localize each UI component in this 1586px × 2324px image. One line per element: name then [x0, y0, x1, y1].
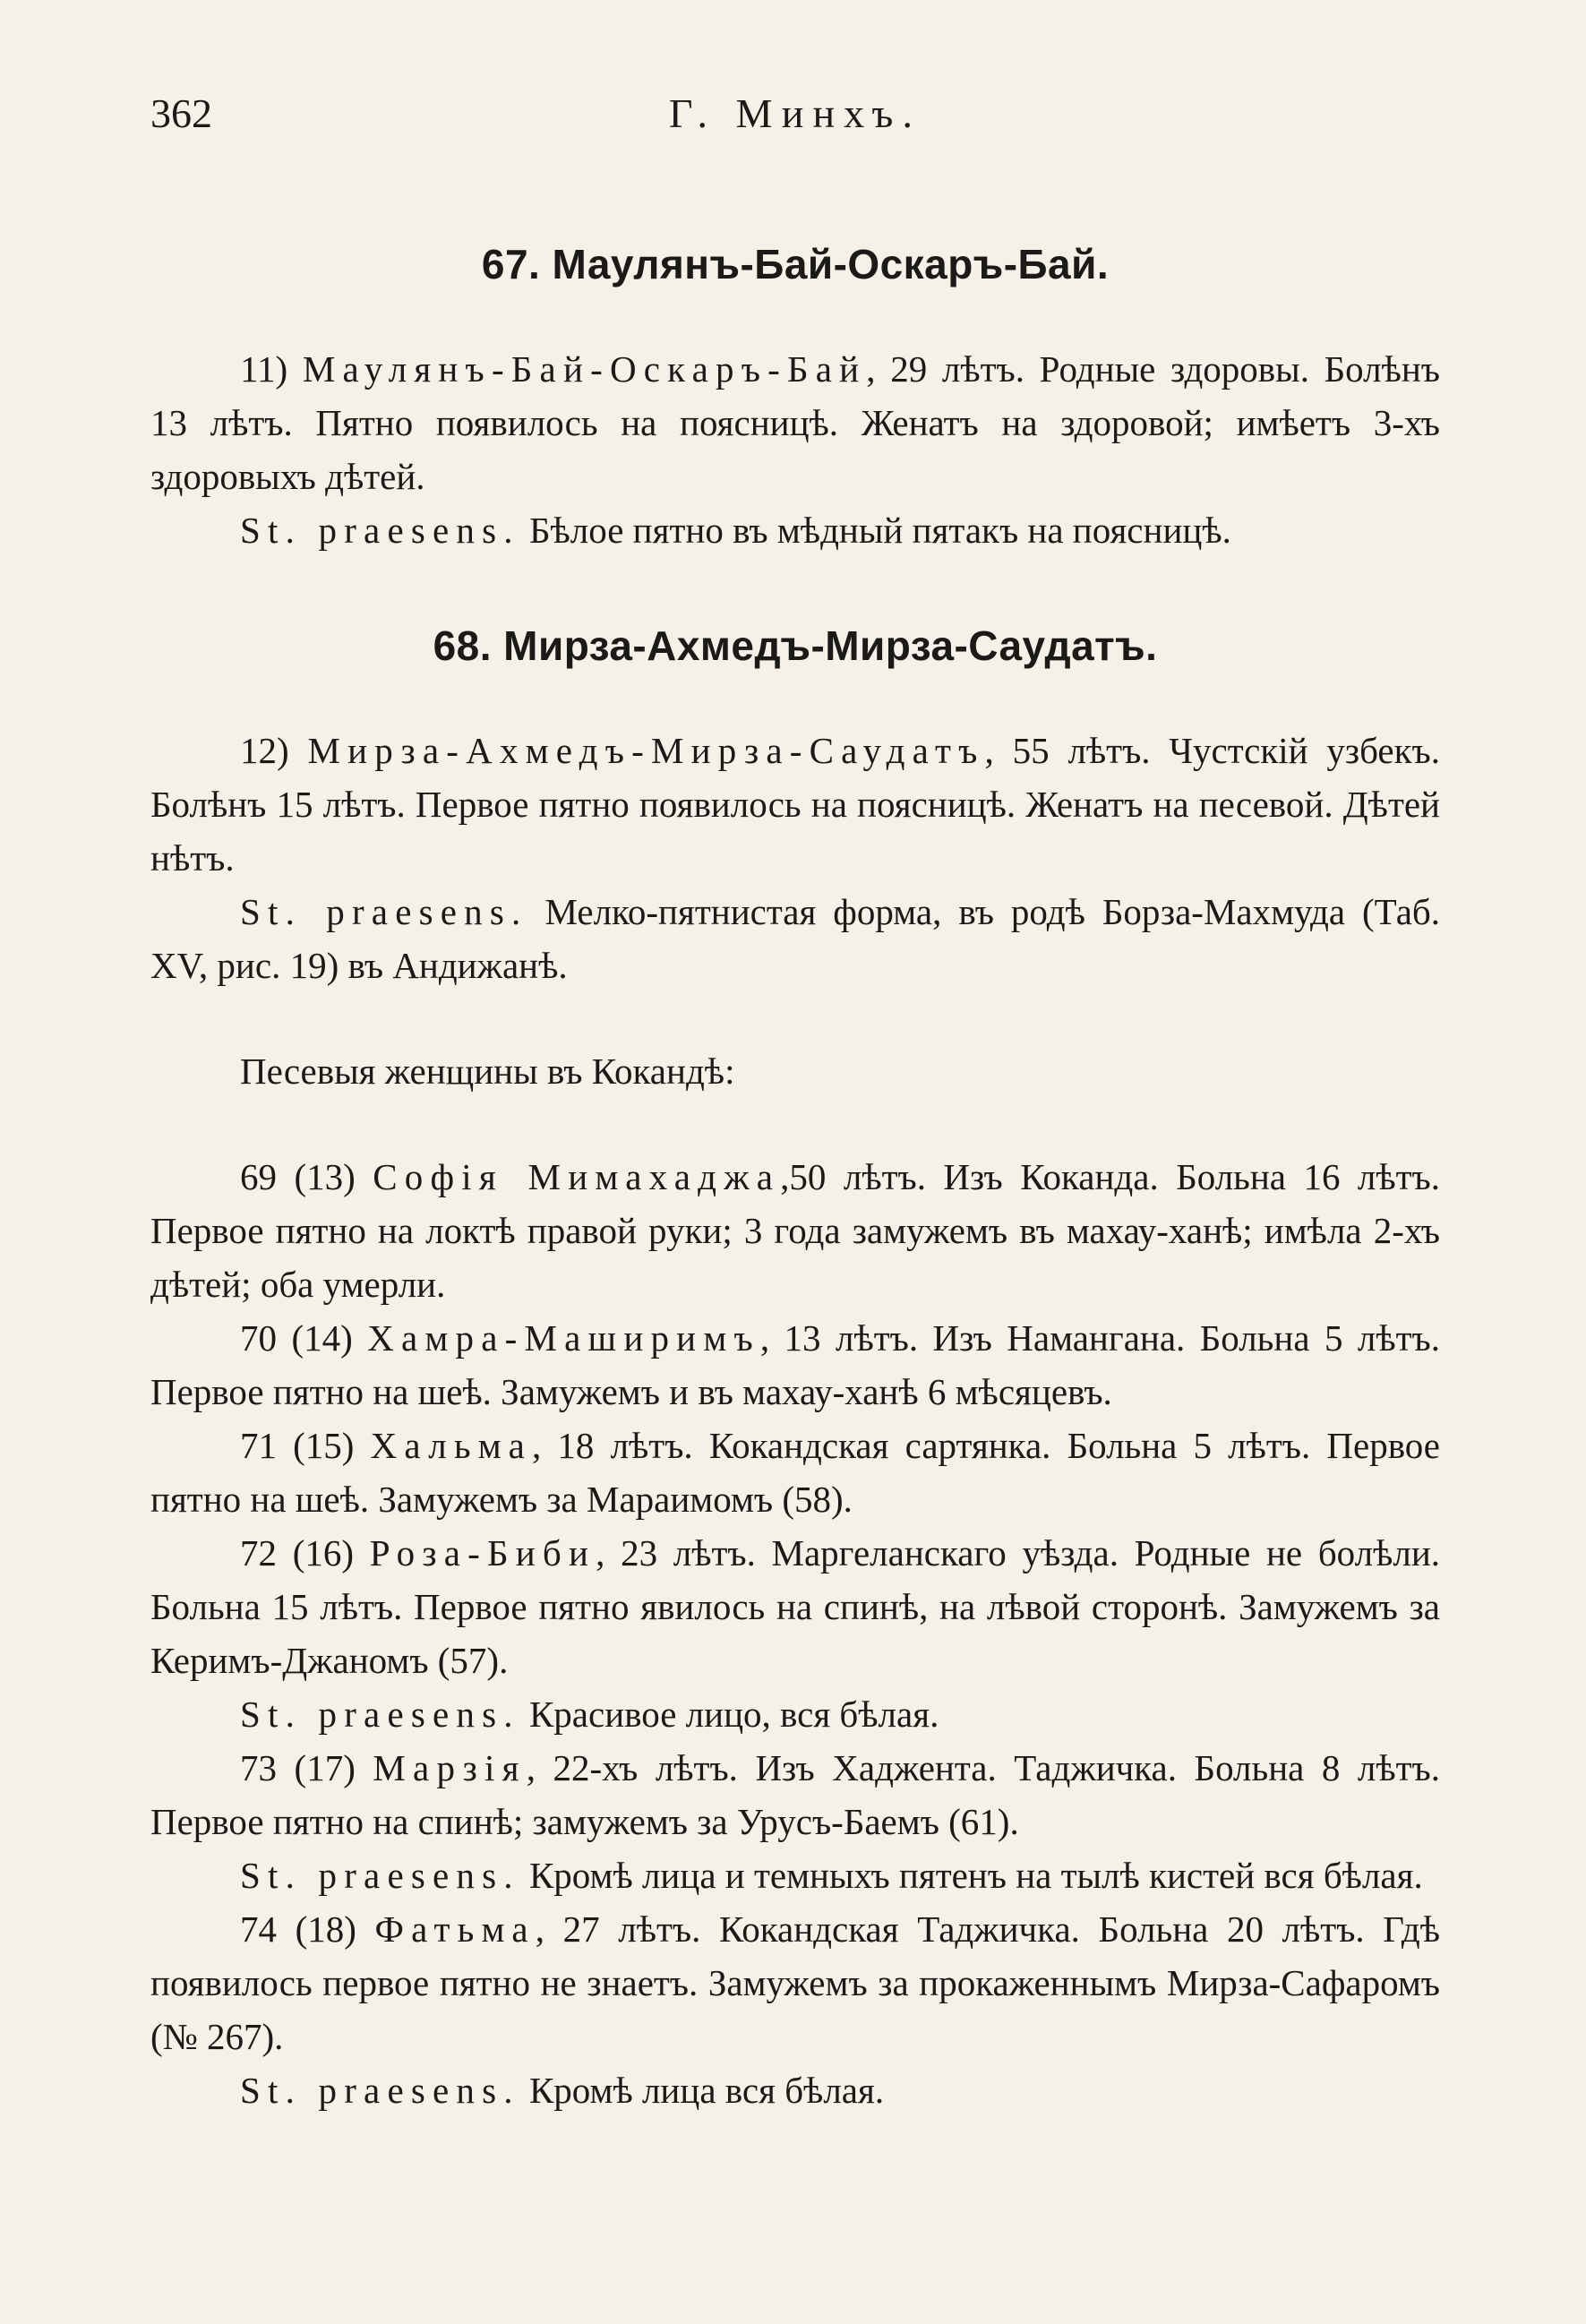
patient-name: Маулянъ-Бай-Оскаръ-Бай	[302, 348, 867, 390]
status-text: Бѣлое пятно въ мѣдный пятакъ на поясницѣ.	[519, 510, 1231, 551]
case-number: 11)	[240, 348, 288, 390]
women-heading: Песевыя женщины въ Кокандѣ:	[240, 1051, 735, 1092]
case-paragraph-74	[150, 1902, 1440, 2063]
status-text: Красивое лицо, вся бѣлая.	[519, 1694, 939, 1735]
page-number: 362	[150, 90, 212, 136]
case-paragraph-72	[150, 1526, 1440, 1687]
case-text: , 29 лѣтъ. Родные здоровы. Болѣнъ 13 лѣтъ. Пятно появилось на поясницѣ. Женатъ на здоровой; имѣетъ 3-хъ здоровыхъ дѣтей.	[150, 348, 1441, 497]
case-text: , 18 лѣтъ. Кокандская сартянка. Больна 5 лѣтъ. Первое пятно на шеѣ. Замужемъ за Мараимомъ (58).	[150, 1425, 1441, 1520]
running-title: Г. Минхъ.	[668, 90, 922, 136]
case-paragraph-12	[150, 724, 1440, 885]
status-label: St. praesens.	[240, 1855, 520, 1896]
case-number: 12)	[240, 730, 289, 771]
status-label: St. praesens.	[240, 2070, 520, 2111]
section-heading-68: 68. Мирза-Ахмедъ-Мирза-Саудатъ.	[433, 622, 1158, 669]
status-text: Кромѣ лица и темныхъ пятенъ на тылѣ кистей вся бѣлая.	[519, 1855, 1423, 1896]
case-text: ,50 лѣтъ. Изъ Коканда. Больна 16 лѣтъ. Первое пятно на локтѣ правой руки; 3 года замужемъ въ махау-ханѣ; имѣла 2-хъ дѣтей; оба умерли.	[150, 1156, 1441, 1305]
status-paragraph-74	[150, 2063, 1440, 2117]
patient-name: Хамра-Маширимъ	[367, 1317, 760, 1359]
status-paragraph-11	[150, 503, 1440, 557]
status-label: St. praesens.	[240, 1694, 520, 1735]
case-text: , 27 лѣтъ. Кокандская Таджичка. Больна 20 лѣтъ. Гдѣ появилось первое пятно не знаетъ. Замужемъ за прокаженнымъ Мирза-Сафаромъ (№ 267).	[150, 1908, 1440, 2057]
case-number: 70 (14)	[240, 1317, 353, 1359]
case-number: 72 (16)	[240, 1532, 354, 1574]
case-number: 74 (18)	[240, 1908, 356, 1950]
patient-name: Роза-Биби	[369, 1532, 596, 1574]
status-paragraph-12	[150, 885, 1440, 992]
status-text: Мелко-пятнистая форма, въ родѣ Борза-Махмуда (Таб. XV, рис. 19) въ Андижанѣ.	[150, 891, 1441, 986]
case-text: , 55 лѣтъ. Чустскій узбекъ. Болѣнъ 15 лѣтъ. Первое пятно появилось на поясницѣ. Женатъ на песевой. Дѣтей нѣтъ.	[150, 730, 1441, 879]
status-text: Кромѣ лица вся бѣлая.	[519, 2070, 885, 2111]
patient-name: Софія Мимахаджа	[373, 1156, 781, 1197]
case-text: , 23 лѣтъ. Маргеланскаго уѣзда. Родные не болѣли. Больна 15 лѣтъ. Первое пятно явилось на спинѣ, на лѣвой сторонѣ. Замужемъ за Керимъ-Джаномъ (57).	[150, 1532, 1441, 1681]
status-paragraph-73	[150, 1848, 1440, 1902]
status-label: St. praesens.	[240, 510, 520, 551]
patient-name: Марзія	[373, 1747, 527, 1788]
running-head	[150, 90, 1440, 161]
status-paragraph-72	[150, 1687, 1440, 1741]
patient-name: Хальма	[370, 1425, 533, 1466]
status-label: St. praesens.	[240, 891, 528, 932]
case-paragraph-70	[150, 1311, 1440, 1419]
case-paragraph-69	[150, 1150, 1440, 1311]
case-number: 71 (15)	[240, 1425, 355, 1466]
page	[150, 90, 1440, 2117]
patient-name: Фатьма	[374, 1908, 536, 1950]
patient-name: Мирза-Ахмедъ-Мирза-Саудатъ	[307, 730, 985, 771]
section-heading-67: 67. Маулянъ-Бай-Оскаръ-Бай.	[481, 241, 1110, 287]
case-text: , 22-хъ лѣтъ. Изъ Хаджента. Таджичка. Больна 8 лѣтъ. Первое пятно на спинѣ; замужемъ за Урусъ-Баемъ (61).	[150, 1747, 1440, 1842]
case-number: 73 (17)	[240, 1747, 356, 1788]
case-number: 69 (13)	[240, 1156, 356, 1197]
case-text: , 13 лѣтъ. Изъ Намангана. Больна 5 лѣтъ. Первое пятно на шеѣ. Замужемъ и въ махау-ханѣ 6 мѣсяцевъ.	[150, 1317, 1440, 1412]
case-paragraph-71	[150, 1419, 1440, 1526]
case-paragraph-11	[150, 342, 1440, 503]
case-paragraph-73	[150, 1741, 1440, 1848]
